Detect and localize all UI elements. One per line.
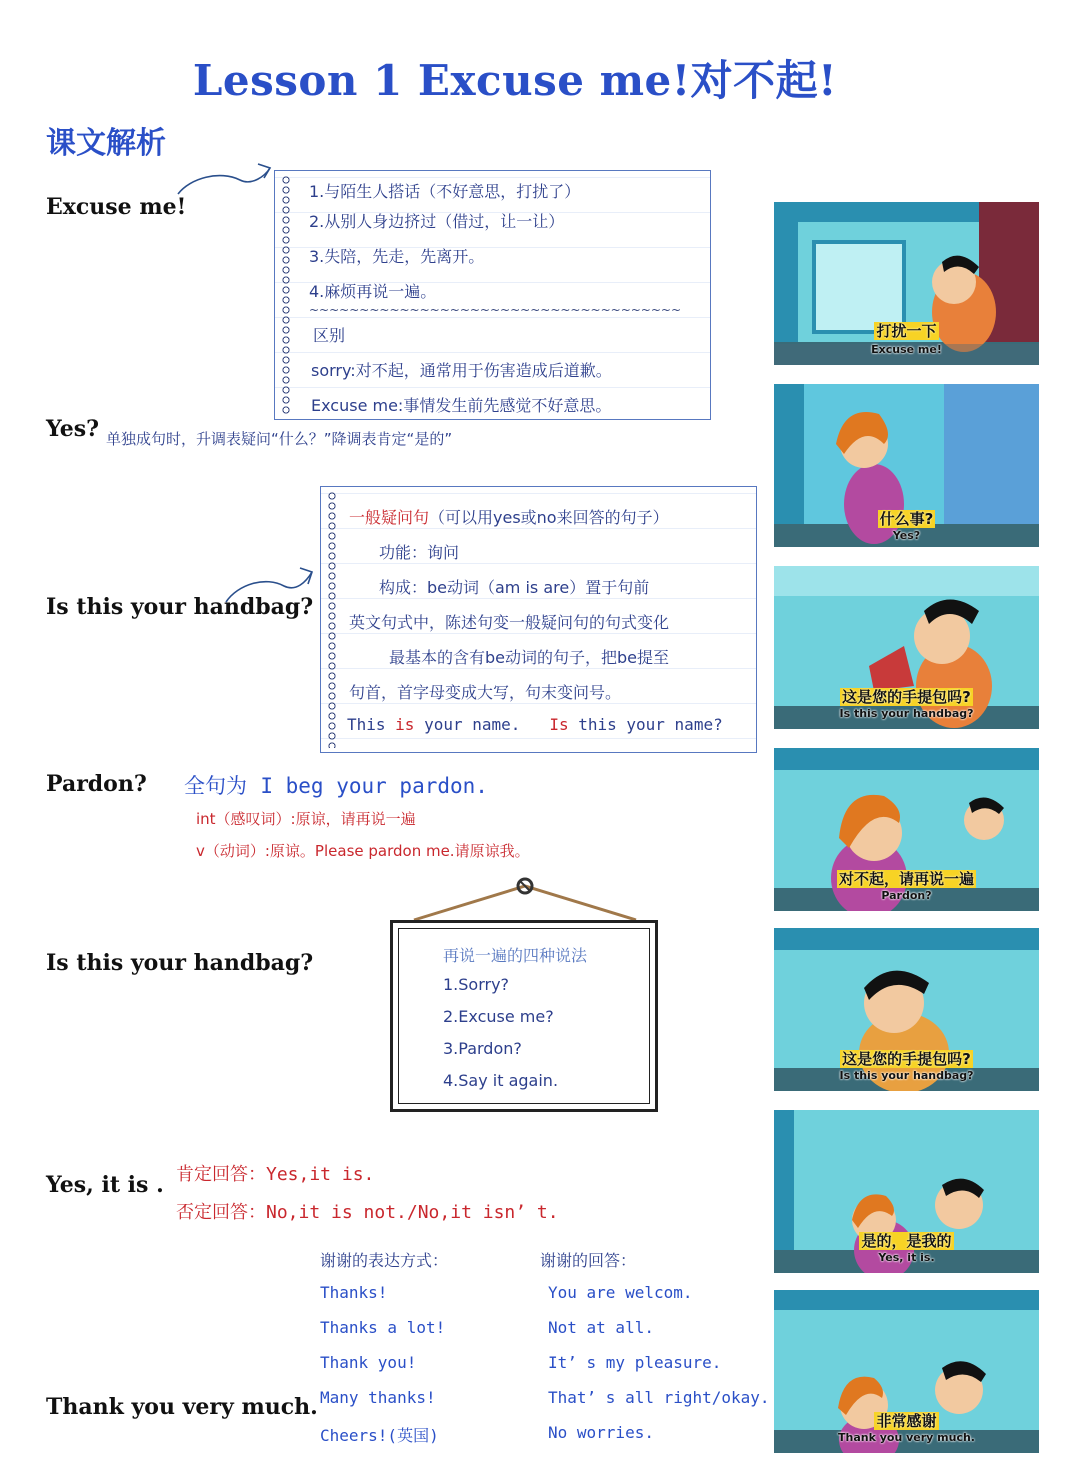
notebook-card-excuse-me [274,170,711,420]
caption-zh: 非常感谢 [876,1412,937,1430]
video-frame-1 [774,202,1039,365]
card-line: 句首，首字母变成大写，句末变问号。 [349,683,622,702]
reply-item: No worries. [548,1423,654,1442]
arrow-icon [170,158,280,198]
phrase-yes: Yes? [46,416,100,442]
thanks-left-title: 谢谢的表达方式： [320,1251,449,1270]
box-item: 4.Say it again. [443,1071,559,1090]
phrase-yes-it-is: Yes, it is . [46,1172,164,1198]
phrase-thank-you: Thank you very much. [46,1394,318,1420]
pardon-verb-note: v（动词）:原谅。Please pardon me.请原谅我。 [196,842,530,860]
caption-zh: 什么事? [879,510,934,528]
reply-item: Not at all. [548,1318,654,1337]
reply-item: It’ s my pleasure. [548,1353,722,1372]
phrase-excuse-me: Excuse me! [46,194,187,220]
card-line: 功能：询问 [379,543,460,562]
video-frame-7 [774,1290,1039,1453]
caption-en: Is this your handbag? [839,707,974,720]
card-line: 最基本的含有be动词的句子，把be提至 [389,648,670,667]
card-heading: 一般疑问句（可以用yes或no来回答的句子） [349,508,669,527]
pardon-full-sentence: 全句为 I beg your pardon. [184,774,488,798]
negative-answer: 否定回答：No,it is not./No,it isn’ t. [176,1202,559,1223]
caption-zh: 这是您的手提包吗? [842,1050,971,1068]
caption-zh: 对不起，请再说一遍 [838,870,974,888]
card-line: 1.与陌生人搭话（不好意思，打扰了） [309,182,581,201]
video-frame-2 [774,384,1039,547]
video-frame-5 [774,928,1039,1091]
box-item: 3.Pardon? [443,1039,522,1058]
card-line: 3.失陪，先走，先离开。 [309,247,485,266]
thanks-item: Thanks a lot! [320,1318,446,1337]
card-line: Excuse me:事情发生前先感觉不好意思。 [311,396,612,415]
divider: ~~~~~~~~~~~~~~~~~~~~~~~~~~~~~~~~~~~~~ [309,303,682,317]
caption-en: Yes? [892,529,921,542]
box-item: 2.Excuse me? [443,1007,554,1026]
caption-en: Is this your handbag? [839,1069,974,1082]
caption-zh: 打扰一下 [876,322,937,340]
card-line: 4.麻烦再说一遍。 [309,282,437,301]
thanks-item: Thanks! [320,1283,388,1302]
ring-binding [327,491,337,748]
caption-zh: 是的，是我的 [861,1232,952,1250]
ring-binding [281,175,291,415]
box-title: 再说一遍的四种说法 [443,946,588,965]
caption-en: Pardon? [881,889,932,902]
phrase-pardon: Pardon? [46,771,147,797]
arrow-icon [222,562,322,606]
caption-en: Excuse me! [871,343,942,356]
card-line: 构成：be动词（am is are）置于句前 [379,578,650,597]
caption-en: Thank you very much. [837,1431,975,1444]
video-frame-6 [774,1110,1039,1273]
phrase-handbag-2: Is this your handbag? [46,950,314,976]
page-title: Lesson 1 Excuse me!对不起! [192,56,838,105]
caption-en: Yes, it is. [878,1251,935,1264]
video-frame-3 [774,566,1039,729]
pardon-int-note: int（感叹词）:原谅，请再说一遍 [196,810,416,828]
thanks-item: Many thanks! [320,1388,436,1407]
hanging-string-icon [408,874,642,924]
yes-note: 单独成句时，升调表疑问“什么？”降调表肯定“是的” [106,430,453,448]
thanks-item: Thank you! [320,1353,417,1372]
card-line: 区别 [313,326,346,345]
card-line: 英文句式中，陈述句变一般疑问句的句式变化 [349,613,670,632]
positive-answer: 肯定回答：Yes,it is. [176,1164,375,1185]
card-example: This is your name. Is this your name? [347,715,723,734]
thanks-right-title: 谢谢的回答： [540,1251,637,1270]
box-item: 1.Sorry? [443,975,510,994]
reply-item: That’ s all right/okay. [548,1388,770,1407]
card-line: 2.从别人身边挤过（借过，让一让） [309,212,565,231]
card-line: sorry:对不起，通常用于伤害造成后道歉。 [311,361,612,380]
reply-item: You are welcom. [548,1283,693,1302]
section-heading: 课文解析 [46,126,166,161]
notebook-card-general-question [320,486,757,753]
video-frame-4 [774,748,1039,911]
caption-zh: 这是您的手提包吗? [842,688,971,706]
phrase-handbag-1: Is this your handbag? [46,594,314,620]
four-ways-box [390,920,658,1112]
thanks-item: Cheers!(英国) [320,1426,439,1445]
